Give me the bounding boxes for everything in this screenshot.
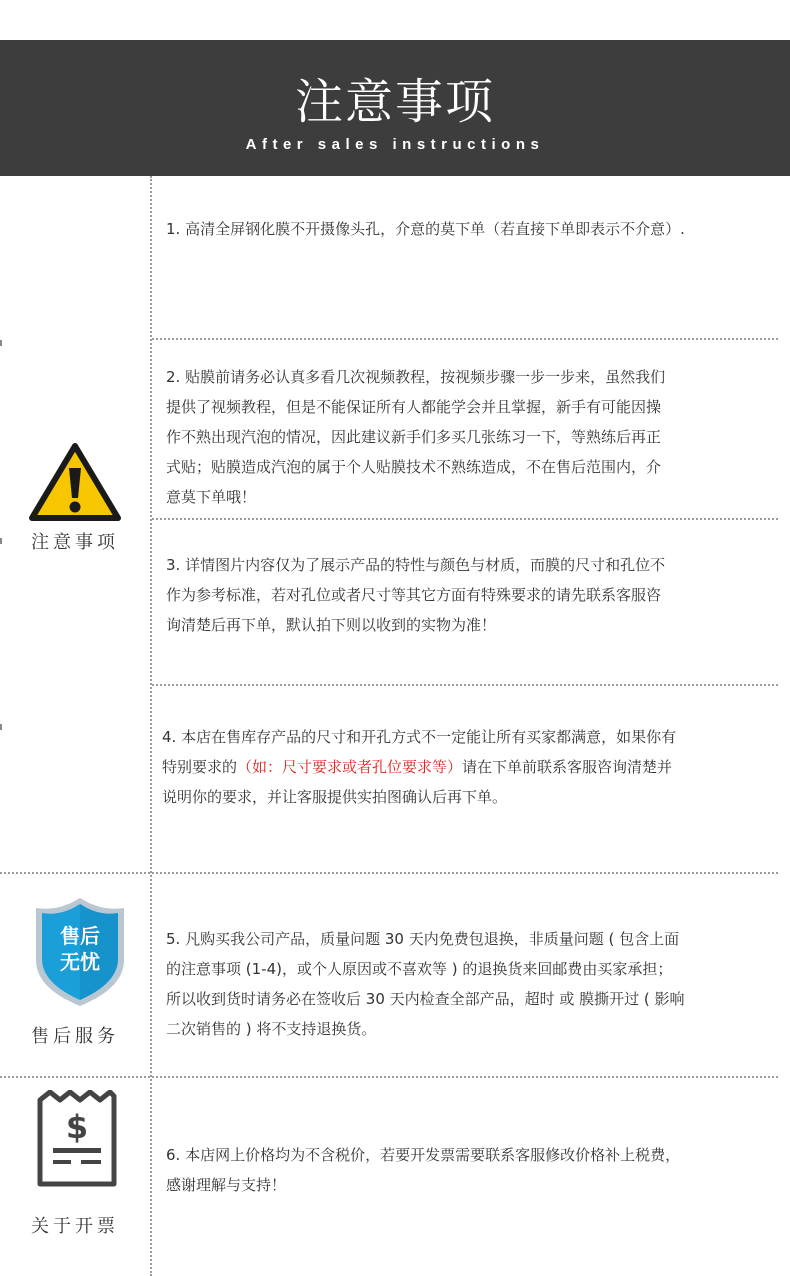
- badge-text-bottom: 无忧: [60, 950, 100, 974]
- svg-text:$: $: [65, 1108, 89, 1146]
- item-5: 5. 凡购买我公司产品，质量问题 30 天内免费包退换，非质量问题 ( 包含上面 的注意事项 (1-4)，或个人原因或不喜欢等 ) 的退换货来回邮费由买家承担； 所以收到货时请务必在签收后 30 天内检查全部产品，超时 或 膜撕开过 ( 影响 二次销售的 ) 将不支持退换货。: [166, 930, 685, 1038]
- item-1: 1. 高清全屏钢化膜不开摄像头孔，介意的莫下单（若直接下单即表示不介意）.: [166, 220, 685, 238]
- item-4-text-after: 请在下单前联系客服咨询清楚并 说明你的要求，并让客服提供实拍图确认后再下单。: [162, 758, 673, 806]
- item-4: [162, 722, 774, 812]
- header-banner: [0, 40, 790, 176]
- vertical-divider: [150, 176, 152, 1276]
- receipt-icon: [36, 1090, 118, 1188]
- section-label-invoice: 关于开票: [31, 1216, 119, 1237]
- section-label-after-sales: 售后服务: [31, 1026, 119, 1047]
- edge-tick: [0, 340, 2, 346]
- item-divider: [152, 684, 778, 686]
- page-subtitle: After sales instructions: [245, 136, 545, 153]
- item-divider: [152, 518, 778, 520]
- section-divider: [0, 872, 778, 874]
- shield-badge-icon: [34, 896, 126, 1008]
- item-4-text-before: 4. 本店在售库存产品的尺寸和开孔方式不一定能让所有买家都满意，如果你有 特别要求的: [162, 728, 677, 776]
- item-2: 2. 贴膜前请务必认真多看几次视频教程，按视频步骤一步一步来，虽然我们 提供了视频教程，但是不能保证所有人都能学会并且掌握，新手有可能因操 作不熟出现汽泡的情况，因此建议新手们多买几张练习一下，等熟练后再正 式贴；贴膜造成汽泡的属于个人贴膜技术不熟练造成，不在售后范围内，介 意莫下单哦！: [166, 368, 666, 506]
- edge-tick: [0, 724, 2, 730]
- item-divider: [152, 338, 778, 340]
- page-title: 注意事项: [294, 74, 495, 130]
- warning-icon: [28, 442, 122, 522]
- item-6: 6. 本店网上价格均为不含税价，若要开发票需要联系客服修改价格补上税费， 感谢理解与支持！: [166, 1146, 681, 1194]
- section-label-notice: 注意事项: [31, 532, 119, 553]
- item-4-highlight: （如：尺寸要求或者孔位要求等）: [237, 758, 463, 776]
- section-divider: [0, 1076, 778, 1078]
- badge-text-top: 售后: [60, 924, 100, 948]
- item-3: 3. 详情图片内容仅为了展示产品的特性与颜色与材质，而膜的尺寸和孔位不 作为参考标准，若对孔位或者尺寸等其它方面有特殊要求的请先联系客服咨 询清楚后再下单，默认拍下则以收到的实物为准！: [166, 556, 666, 634]
